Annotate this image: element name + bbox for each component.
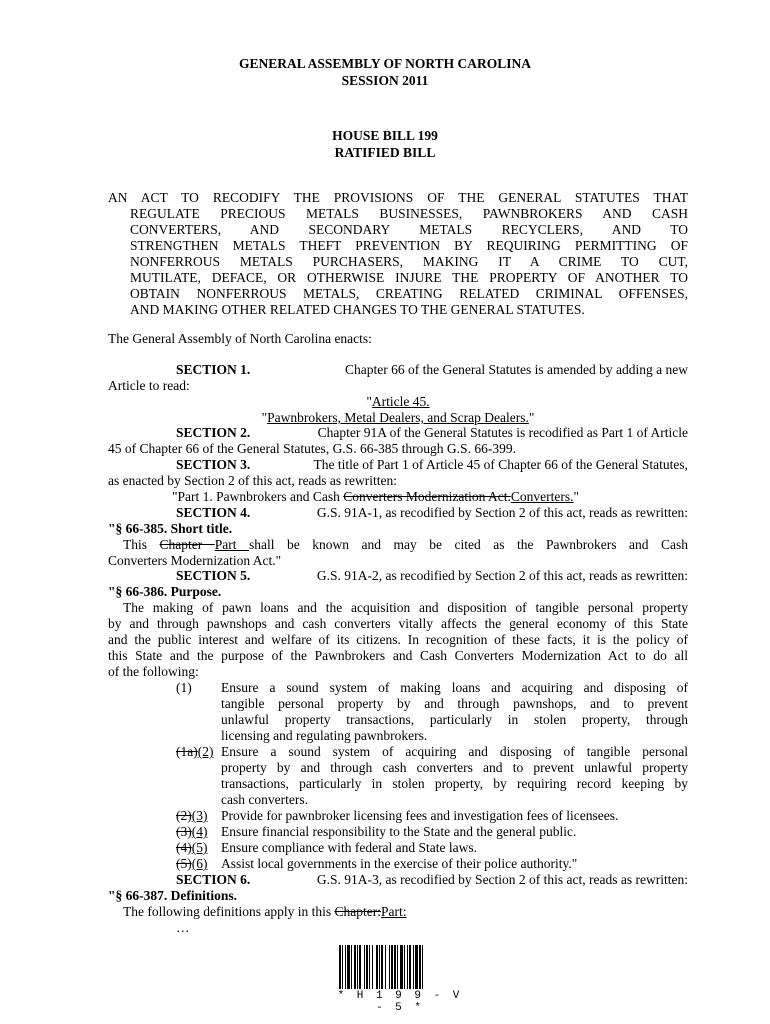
- barcode-bar: [339, 945, 341, 989]
- act-title-line: AN ACT TO RECODIFY THE PROVISIONS OF THE GENERAL STATUTES THAT: [108, 190, 688, 205]
- item-number: [176, 840, 208, 856]
- item-line: Ensure a sound system of making loans and acquiring and disposing of: [221, 680, 688, 695]
- item-line: licensing and regulating pawnbrokers.: [221, 728, 428, 743]
- statute-heading-text: "§ 66-387. Definitions.: [108, 888, 237, 903]
- deleted-text: (1a): [176, 744, 198, 759]
- barcode-bar: [385, 945, 386, 989]
- act-title-line: MUTILATE, DEFACE, OR OTHERWISE INJURE THE PROPERTY OF ANOTHER TO: [130, 270, 688, 285]
- section-5: [176, 568, 688, 584]
- statute-body: [123, 537, 688, 553]
- body-text: shall be known and may be cited as the Pawnbrokers and Cash: [249, 537, 688, 552]
- barcode-bar: [357, 945, 358, 989]
- barcode-bar: [419, 945, 421, 989]
- article-number: [108, 394, 688, 410]
- section-text: G.S. 91A-2, as recodified by Section 2 of this act, reads as rewritten:: [316, 568, 688, 583]
- barcode-bar: [364, 945, 365, 989]
- barcode-bar: [397, 945, 398, 989]
- session-label: SESSION 2011: [341, 73, 429, 88]
- purpose-paragraph-line: and the public interest and welfare of its citizens. In recognition of these facts, it is the policy of: [108, 632, 688, 647]
- act-title-line: NONFERROUS METALS PURCHASERS, MAKING IT A CRIME TO CUT,: [130, 254, 688, 269]
- quote-mark: ": [261, 410, 268, 425]
- barcode-bar: [413, 945, 414, 989]
- barcode-bar: [372, 945, 373, 989]
- item-number: [176, 808, 208, 824]
- barcode-bar: [351, 945, 352, 989]
- statute-heading-text: "§ 66-385. Short title.: [108, 521, 233, 536]
- item-line: Assist local governments in the exercise of their police authority.": [221, 856, 578, 871]
- barcode-bar: [407, 945, 408, 989]
- quote-mark: ": [528, 410, 535, 425]
- deleted-text: (2): [176, 808, 192, 823]
- item-line: Provide for pawnbroker licensing fees and investigation fees of licensees.: [221, 808, 619, 823]
- section-text: as enacted by Section 2 of this act, reads as rewritten:: [108, 473, 398, 488]
- part-title: [172, 489, 672, 505]
- barcode-bar: [366, 945, 368, 989]
- barcode-caption: * H 1 9 9 - V - 5 *: [337, 990, 463, 1014]
- deleted-text: (4): [176, 840, 192, 855]
- item-line: Ensure a sound system of acquiring and disposing of tangible personal: [221, 744, 688, 759]
- purpose-paragraph-line: this State and the purpose of the Pawnbrokers and Cash Converters Modernization Act to do all: [108, 648, 688, 663]
- item-line: property by and through cash converters and to prevent unlawful property: [221, 760, 688, 775]
- assembly-title: GENERAL ASSEMBLY OF NORTH CAROLINA: [238, 56, 532, 71]
- barcode-bar: [404, 945, 405, 989]
- barcode-bar: [394, 945, 396, 989]
- barcode-bar: [369, 945, 370, 989]
- item-line: unlawful property transactions, particularly in stolen property, through: [221, 712, 688, 727]
- barcode-bar: [359, 945, 361, 989]
- inserted-text: (3): [191, 808, 208, 823]
- quote-mark: ": [366, 394, 372, 409]
- statute-heading: [108, 584, 688, 600]
- act-title-line: AND MAKING OTHER RELATED CHANGES TO THE GENERAL STATUTES.: [130, 302, 585, 317]
- section-label: SECTION 3.: [176, 457, 251, 472]
- section-text: Chapter 91A of the General Statutes is recodified as Part 1 of Article: [317, 425, 688, 440]
- section-text: Article to read:: [108, 378, 190, 393]
- item-number: [176, 744, 213, 760]
- section-3: [176, 457, 688, 473]
- item-line: tangible personal property by and through pawnshops, and to prevent: [221, 696, 688, 711]
- act-title-line: REGULATE PRECIOUS METALS BUSINESSES, PAWNBROKERS AND CASH: [130, 206, 688, 221]
- deleted-text: Converters Modernization Act.: [343, 489, 511, 504]
- statute-heading: [108, 521, 688, 537]
- ellipsis: …: [176, 920, 190, 935]
- statute-heading-text: "§ 66-386. Purpose.: [108, 584, 222, 599]
- article-heading: [108, 410, 688, 426]
- section-1: [176, 362, 688, 378]
- barcode-bar: [381, 945, 383, 989]
- section-6: [176, 872, 688, 888]
- item-line: Ensure compliance with federal and State laws.: [221, 840, 478, 855]
- section-text: 45 of Chapter 66 of the General Statutes, G.S. 66-385 through G.S. 66-399.: [108, 441, 516, 456]
- barcode-bar: [345, 945, 346, 989]
- barcode-bar: [422, 945, 423, 989]
- deleted-text: Chapter: [159, 537, 215, 552]
- quote-mark: ": [573, 489, 579, 504]
- item-line: transactions, particularly in stolen property, by requiring record keeping by: [221, 776, 688, 791]
- barcode: [338, 945, 462, 989]
- barcode-bar: [391, 945, 393, 989]
- barcode-bar: [400, 945, 403, 989]
- deleted-text: Chapter:: [334, 904, 381, 919]
- item-number: [176, 856, 208, 872]
- part-title-text: "Part 1. Pawnbrokers and Cash: [172, 489, 344, 504]
- barcode-bar: [342, 945, 343, 989]
- enacting-clause: The General Assembly of North Carolina enacts:: [108, 331, 372, 346]
- inserted-text: Part:: [380, 904, 407, 919]
- item-number: (1): [176, 680, 192, 695]
- inserted-text: (6): [191, 856, 208, 871]
- article-heading-text: Pawnbrokers, Metal Dealers, and Scrap Dealers.: [267, 410, 529, 425]
- inserted-text: (2): [197, 744, 214, 759]
- deleted-text: (3): [176, 824, 192, 839]
- barcode-bar: [389, 945, 390, 989]
- act-title-line: STRENGTHEN METALS THEFT PREVENTION BY REQUIRING PERMITTING OF: [130, 238, 688, 253]
- inserted-text: (5): [191, 840, 208, 855]
- article-label: Article 45.: [371, 394, 430, 409]
- barcode-bar: [379, 945, 380, 989]
- section-label: SECTION 2.: [176, 425, 251, 440]
- act-title-line: OBTAIN NONFERROUS METALS, CREATING RELATED CRIMINAL OFFENSES,: [130, 286, 688, 301]
- barcode-bar: [415, 945, 418, 989]
- section-label: SECTION 6.: [176, 872, 251, 887]
- item-line: cash converters.: [221, 792, 308, 807]
- inserted-text: (4): [191, 824, 208, 839]
- barcode-bar: [409, 945, 411, 989]
- definitions-intro: [123, 904, 688, 920]
- item-number: [176, 824, 208, 840]
- act-title-line: CONVERTERS, AND SECONDARY METALS RECYCLERS, AND TO: [130, 222, 688, 237]
- barcode-bar: [376, 945, 378, 989]
- barcode-bar: [354, 945, 356, 989]
- body-text: This: [123, 537, 160, 552]
- purpose-paragraph-line: of the following:: [108, 664, 199, 679]
- item-line: Ensure financial responsibility to the State and the general public.: [221, 824, 577, 839]
- section-label: SECTION 5.: [176, 568, 251, 583]
- deleted-text: (5): [176, 856, 192, 871]
- purpose-paragraph-line: by and through pawnshops and cash converters vitally affects the general economy of this State: [108, 616, 688, 631]
- bill-status: RATIFIED BILL: [334, 145, 436, 160]
- statute-heading: [108, 888, 688, 904]
- inserted-text: Part: [214, 537, 250, 552]
- section-2: [176, 425, 688, 441]
- section-4: [176, 505, 688, 521]
- bill-number: HOUSE BILL 199: [332, 128, 438, 143]
- body-text: The following definitions apply in this: [123, 904, 335, 919]
- section-label: SECTION 4.: [176, 505, 251, 520]
- inserted-text: Converters.: [510, 489, 574, 504]
- section-label: SECTION 1.: [176, 362, 251, 377]
- section-text: The title of Part 1 of Article 45 of Chapter 66 of the General Statutes,: [313, 457, 688, 472]
- section-text: G.S. 91A-3, as recodified by Section 2 of this act, reads as rewritten:: [316, 872, 688, 887]
- statute-body-line: Converters Modernization Act.": [108, 553, 282, 568]
- purpose-paragraph-line: The making of pawn loans and the acquisition and disposition of tangible personal property: [123, 600, 688, 615]
- barcode-bar: [347, 945, 350, 989]
- section-text: G.S. 91A-1, as recodified by Section 2 of this act, reads as rewritten:: [316, 505, 688, 520]
- section-text: Chapter 66 of the General Statutes is amended by adding a new: [344, 362, 688, 377]
